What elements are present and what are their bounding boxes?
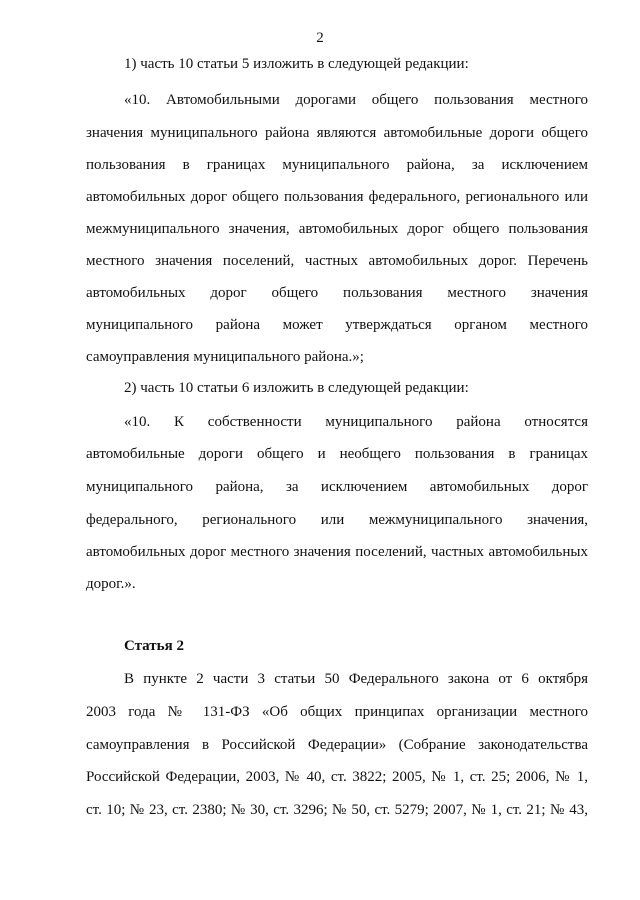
article-2-line: Российской Федерации, 2003, № 40, ст. 3822; 2005, № 1, ст. 25; 2006, № 1, xyxy=(86,769,588,785)
article-2-line: самоуправления в Российской Федерации» (Собрание законодательства xyxy=(86,737,588,753)
item-1-line: автомобильных дорог общего пользования федерального, регионального или xyxy=(86,189,588,205)
item-2-line: муниципального района, за исключением автомобильных дорог xyxy=(86,479,588,495)
item-2-intro: 2) часть 10 статьи 6 изложить в следующей редакции: xyxy=(124,380,469,396)
item-1-line: муниципального района может утверждаться органом местного xyxy=(86,317,588,333)
item-2-line: федерального, регионального или межмуниципального значения, xyxy=(86,512,588,528)
item-1-line: межмуниципального значения, автомобильных дорог общего пользования xyxy=(86,221,588,237)
article-2-line: ст. 10; № 23, ст. 2380; № 30, ст. 3296; № 50, ст. 5279; 2007, № 1, ст. 21; № 43, xyxy=(86,802,588,818)
item-2-line: автомобильные дороги общего и необщего пользования в границах xyxy=(86,446,588,462)
item-1-line: местного значения поселений, частных автомобильных дорог. Перечень xyxy=(86,253,588,269)
item-2-line: автомобильных дорог местного значения поселений, частных автомобильных xyxy=(86,544,588,560)
item-1-line: «10. Автомобильными дорогами общего пользования местного xyxy=(124,92,588,108)
article-2-heading: Статья 2 xyxy=(124,638,184,654)
item-1-line: самоуправления муниципального района.»; xyxy=(86,349,364,365)
item-1-line: пользования в границах муниципального района, за исключением xyxy=(86,157,588,173)
item-1-line: автомобильных дорог общего пользования местного значения xyxy=(86,285,588,301)
article-2-line: В пункте 2 части 3 статьи 50 Федерального закона от 6 октября xyxy=(124,671,588,687)
article-2-line: 2003 года № 131-ФЗ «Об общих принципах организации местного xyxy=(86,704,588,720)
page-number: 2 xyxy=(316,30,324,46)
item-2-line: «10. К собственности муниципального района относятся xyxy=(124,414,588,430)
item-2-line: дорог.». xyxy=(86,576,136,592)
item-1-line: значения муниципального района являются автомобильные дороги общего xyxy=(86,125,588,141)
item-1-intro: 1) часть 10 статьи 5 изложить в следующей редакции: xyxy=(124,56,469,72)
